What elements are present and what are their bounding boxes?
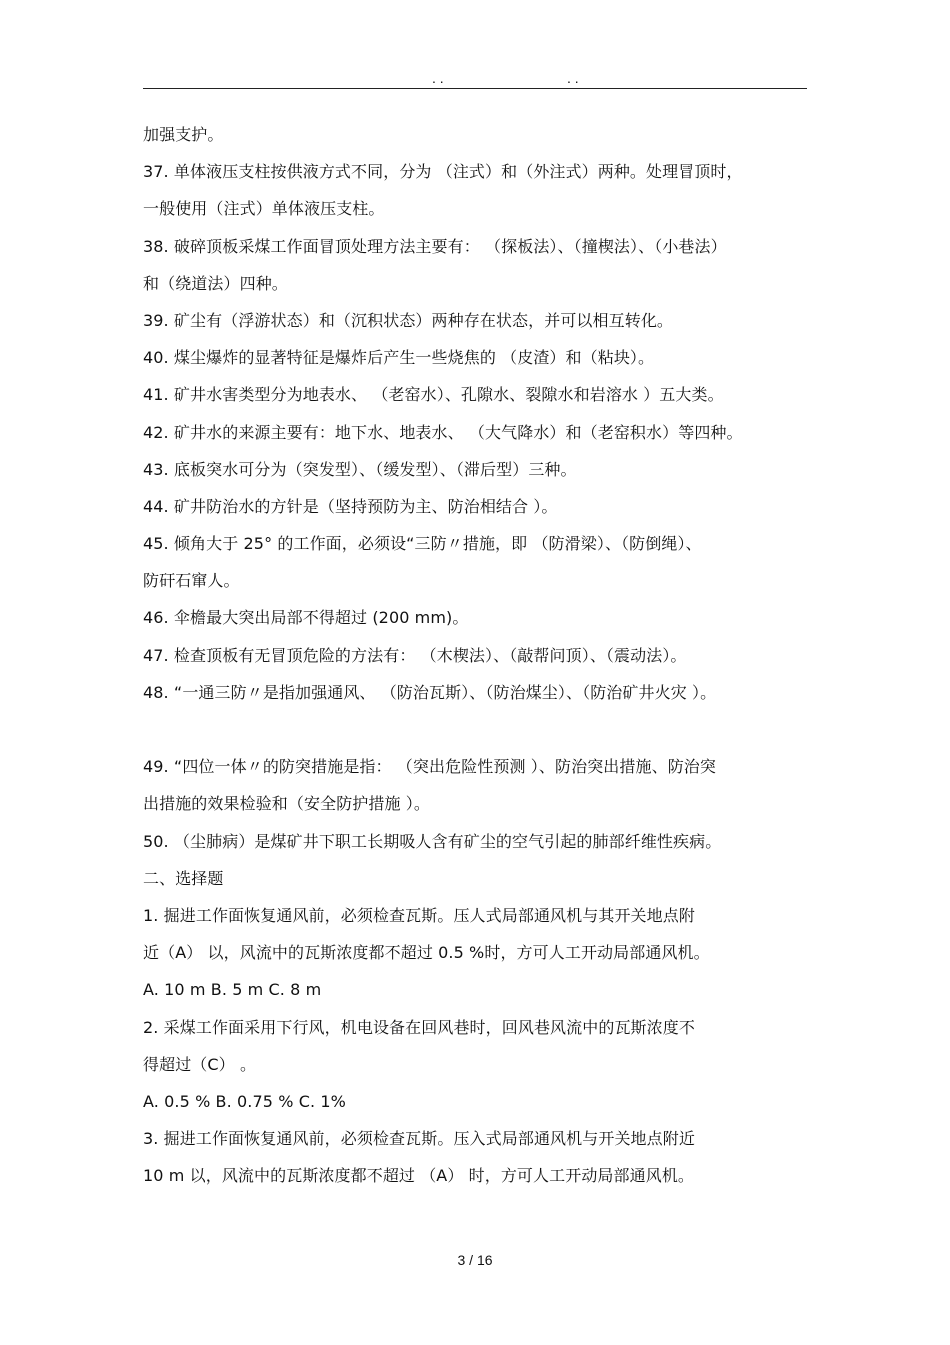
- text-line: 3. 掘进工作面恢复通风前，必须检查瓦斯。压入式局部通风机与开关地点附近: [143, 1129, 695, 1149]
- text-line: 1. 掘进工作面恢复通风前，必须检查瓦斯。压人式局部通风机与其开关地点附: [143, 905, 695, 925]
- text-line: 10 m 以，风流中的瓦斯浓度都不超过 （A） 时，方可人工开动局部通风机。: [143, 1166, 695, 1186]
- text-line: 38. 破碎顶板采煤工作面冒顶处理方法主要有： （探板法）、（撞楔法）、（小巷法）: [143, 236, 727, 256]
- text-line: A. 0.5 % B. 0.75 % C. 1%: [143, 1091, 346, 1111]
- text-line: 2. 采煤工作面采用下行风，机电设备在回风巷时，回风巷风流中的瓦斯浓度不: [143, 1017, 695, 1037]
- text-line: 一般使用（注式）单体液压支柱。: [143, 199, 385, 219]
- text-line: 47. 检查顶板有无冒顶危险的方法有： （木楔法）、（敲帮问顶）、（震动法）。: [143, 645, 687, 665]
- page-header: [0, 70, 950, 86]
- text-line: 近（A） 以，风流中的瓦斯浓度都不超过 0.5 %时，方可人工开动局部通风机。: [143, 943, 710, 963]
- text-line: A. 10 m B. 5 m C. 8 m: [143, 980, 322, 1000]
- text-line: 45. 倾角大于 25° 的工作面，必须设“三防〃措施，即 （防滑梁）、（防倒绳）、: [143, 534, 702, 554]
- document-body: [143, 116, 823, 1194]
- text-line: 42. 矿井水的来源主要有：地下水、地表水、 （大气降水）和（老窑积水）等四种。: [143, 422, 743, 442]
- blank-line: [143, 711, 823, 748]
- text-line: 43. 底板突水可分为（突发型）、（缓发型）、（滞后型）三种。: [143, 459, 577, 479]
- page-number: 3 / 16: [457, 1252, 493, 1268]
- text-line: 得超过（C） 。: [143, 1054, 257, 1074]
- text-line: 40. 煤尘爆炸的显著特征是爆炸后产生一些烧焦的 （皮渣）和（粘块）。: [143, 348, 655, 368]
- text-line: 44. 矿井防治水的方针是（坚持预防为主、防治相结合 ）。: [143, 496, 558, 516]
- header-dots-right: . .: [567, 70, 579, 86]
- text-line: 加强支护。: [143, 125, 224, 144]
- text-line: 防矸石窜人。: [143, 571, 240, 591]
- header-dots-left: . .: [432, 70, 444, 86]
- header-rule: [143, 88, 807, 89]
- text-line: 39. 矿尘有（浮游状态）和（沉积状态）两种存在状态，并可以相互转化。: [143, 310, 674, 330]
- text-line: 41. 矿井水害类型分为地表水、 （老窑水）、孔隙水、裂隙水和岩溶水 ）五大类。: [143, 385, 724, 405]
- text-line: 49. “四位一体〃的防突措施是指： （突出危险性预测 ）、防治突出措施、防治突: [143, 757, 716, 777]
- text-line: 46. 伞檐最大突出局部不得超过 (200 mm)。: [143, 608, 469, 628]
- text-line: 50. （尘肺病）是煤矿井下职工长期吸人含有矿尘的空气引起的肺部纤维性疾病。: [143, 831, 722, 851]
- text-line: 和（绕道法）四种。: [143, 273, 288, 293]
- section-heading: 二、选择题: [143, 868, 224, 888]
- text-line: 37. 单体液压支柱按供液方式不同，分为 （注式）和（外注式）两种。处理冒顶时，: [143, 162, 743, 182]
- text-line: 48. “一通三防〃是指加强通风、 （防治瓦斯）、（防治煤尘）、（防治矿井火灾 ）。: [143, 682, 717, 702]
- text-line: 出措施的效果检验和（安全防护措施 ）。: [143, 794, 430, 814]
